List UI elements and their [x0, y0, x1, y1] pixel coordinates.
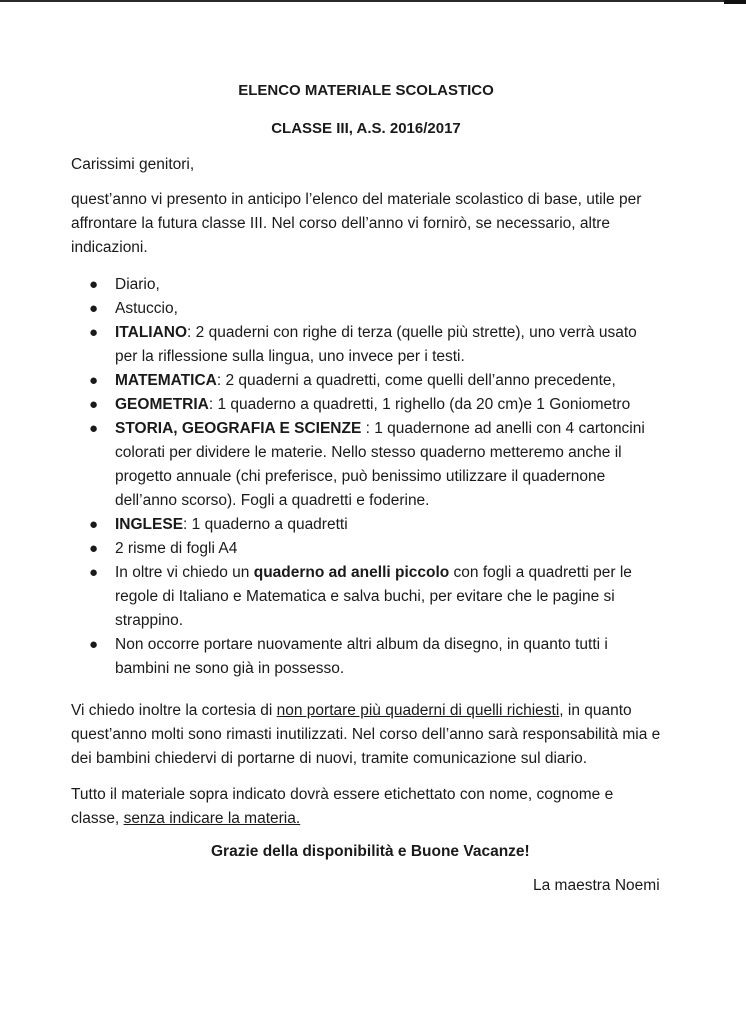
document-title: ELENCO MATERIALE SCOLASTICO: [238, 82, 494, 99]
item-subject: GEOMETRIA: [115, 396, 209, 413]
paragraph-text-post: , in quanto quest’anno molti sono rimasti inutilizzati. Nel corso dell’anno sarà responsabilità mia e dei bambini chiedervi di portarne di nuovi, tramite comunicazione sul diario.: [71, 702, 661, 767]
item-text: : 1 quaderno a quadretti: [183, 516, 348, 533]
item-text: : 1 quadernone ad anelli con 4 cartoncini colorati per dividere le materie. Nello stesso quaderno metteremo anche il progetto annuale (chi preferisce, può benissimo utilizzare il quadernone dell’anno scorso). Fogli a quadretti e foderine.: [115, 420, 645, 509]
bullet-icon: ●: [89, 540, 99, 557]
list-item: [71, 393, 661, 417]
paragraph-text-pre: Tutto il materiale sopra indicato dovrà essere etichettato con nome, cognome e classe,: [71, 786, 614, 827]
underlined-text: non portare più quaderni di quelli richiesti: [276, 702, 560, 719]
signature: La maestra Noemi: [533, 877, 660, 894]
document-subtitle: CLASSE III, A.S. 2016/2017: [271, 120, 461, 137]
item-subject: MATEMATICA: [115, 372, 217, 389]
list-item: [71, 273, 661, 297]
greeting: Carissimi genitori,: [71, 156, 195, 173]
materials-list: [71, 273, 661, 681]
request-paragraph: [71, 699, 661, 771]
bullet-icon: ●: [89, 276, 99, 293]
scan-top-border: [0, 0, 746, 2]
bullet-icon: ●: [89, 420, 99, 437]
item-text: Non occorre portare nuovamente altri album da disegno, in quanto tutti i bambini ne sono già in possesso.: [115, 636, 608, 677]
item-subject: STORIA, GEOGRAFIA E SCIENZE: [115, 420, 362, 437]
item-subject: INGLESE: [115, 516, 184, 533]
bullet-icon: ●: [89, 636, 99, 653]
bullet-icon: ●: [89, 372, 99, 389]
item-highlight: quaderno ad anelli piccolo: [253, 564, 450, 581]
bullet-icon: ●: [89, 300, 99, 317]
item-text: : 2 quaderni con righe di terza (quelle più strette), uno verrà usato per la riflessione sulla lingua, uno invece per i testi.: [115, 324, 637, 365]
paragraph-text-pre: Vi chiedo inoltre la cortesia di: [71, 702, 277, 719]
item-text: : 1 quaderno a quadretti, 1 righello (da 20 cm)e 1 Goniometro: [208, 396, 631, 413]
intro-paragraph: quest’anno vi presento in anticipo l’elenco del materiale scolastico di base, utile per affrontare la futura classe III. Nel corso dell’anno vi fornirò, se necessario, altre indicazioni.: [71, 191, 642, 256]
labeling-paragraph: [71, 783, 661, 831]
bullet-icon: ●: [89, 324, 99, 341]
item-text: : 2 quaderni a quadretti, come quelli dell’anno precedente,: [216, 372, 616, 389]
item-text: con fogli a quadretti per le regole di Italiano e Matematica e salva buchi, per evitare che le pagine si strappino.: [115, 564, 632, 629]
list-item: [71, 321, 661, 369]
list-item: [71, 633, 661, 681]
item-subject: ITALIANO: [115, 324, 188, 341]
bullet-icon: ●: [89, 516, 99, 533]
list-item: [71, 537, 661, 561]
item-text: 2 risme di fogli A4: [115, 540, 238, 557]
item-text: Astuccio,: [115, 300, 178, 317]
underlined-text: senza indicare la materia.: [123, 810, 301, 827]
item-text-pre: In oltre vi chiedo un: [115, 564, 254, 581]
list-item: [71, 417, 661, 513]
list-item: [71, 297, 661, 321]
list-item: [71, 369, 661, 393]
list-item: [71, 561, 661, 633]
closing-thanks: Grazie della disponibilità e Buone Vacanze!: [211, 843, 530, 860]
bullet-icon: ●: [89, 564, 99, 581]
list-item: [71, 513, 661, 537]
scan-corner-mark: [724, 0, 746, 4]
item-text: Diario,: [115, 276, 160, 293]
bullet-icon: ●: [89, 396, 99, 413]
